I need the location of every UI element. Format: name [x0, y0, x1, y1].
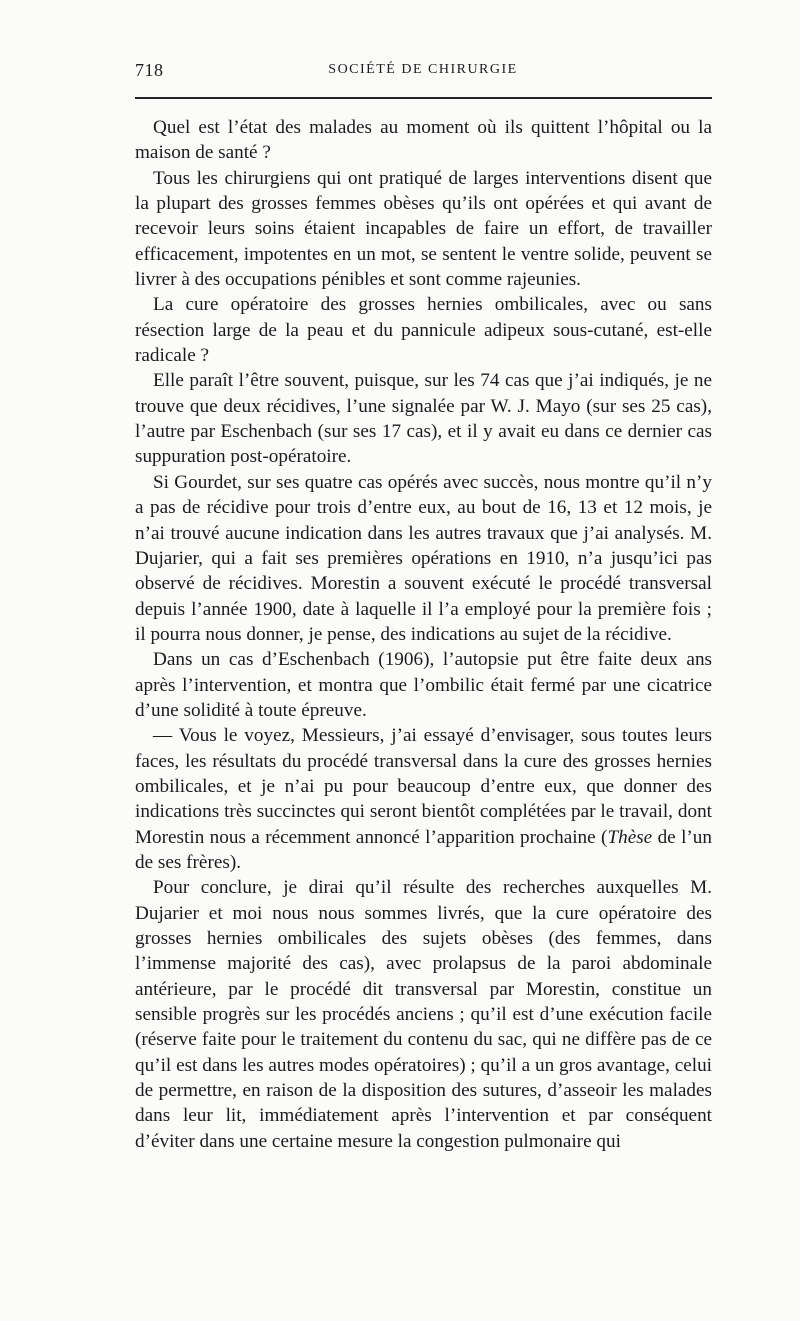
page-header	[135, 60, 711, 90]
paragraph-tail: de l’un de ses frères).	[135, 826, 712, 873]
paragraph-text: — Vous le voyez, Messieurs, j’ai essayé d’envisager, sous toutes leurs faces, les résultats du procédé transversal dans la cure des grosses hernies ombilicales, et je n’ai pu pour beaucoup d’entre eux, que donner des indications très succinctes qui seront bientôt complétées par le travail, dont Morestin nous a récemment annoncé l’apparition prochaine (	[135, 725, 712, 848]
paragraph: Dans un cas d’Eschenbach (1906), l’autopsie put être faite deux ans après l’intervention, et montra que l’ombilic était fermé par une cicatrice d’une solidité à toute épreuve.	[135, 649, 712, 721]
paragraph: Quel est l’état des malades au moment où ils quittent l’hôpital ou la maison de santé ?	[135, 117, 712, 164]
paragraph: Elle paraît l’être souvent, puisque, sur les 74 cas que j’ai indiqués, je ne trouve que deux récidives, l’une signalée par W. J. Mayo (sur ses 25 cas), l’autre par Eschenbach (sur ses 17 cas), et il y avait eu dans ce dernier cas suppuration post-opératoire.	[135, 370, 712, 468]
paragraph: Si Gourdet, sur ses quatre cas opérés avec succès, nous montre qu’il n’y a pas de récidive pour trois d’entre eux, au bout de 16, 13 et 12 mois, je n’ai trouvé aucune indication dans les autres travaux que j’ai analysés. M. Dujarier, qui a fait ses premières opérations en 1910, n’a jusqu’ici pas observé de récidives. Morestin a souvent exécuté le procédé transversal depuis l’année 1900, date à laquelle il l’a employé pour la première fois ; il pourra nous donner, je pense, des indications au sujet de la récidive.	[135, 471, 712, 645]
paragraph: Pour conclure, je dirai qu’il résulte des recherches auxquelles M. Dujarier et moi nous nous sommes livrés, que la cure opératoire des grosses hernies ombilicales des sujets obèses (des femmes, dans l’immense majorité des cas), avec prolapsus de la paroi abdominale antérieure, par le procédé dit transversal par Morestin, constitue un sensible progrès sur les procédés anciens ; qu’il est d’une exécution facile (réserve faite pour le traitement du contenu du sac, qui ne diffère pas de ce qu’il est dans les autres modes opératoires) ; qu’il a un gros avantage, celui de permettre, en raison de la disposition des sutures, d’asseoir les malades dans leur lit, immédiatement après l’intervention et par conséquent d’éviter dans une certaine mesure la congestion pulmonaire qui	[135, 877, 712, 1152]
paragraph	[135, 723, 712, 875]
paragraph: La cure opératoire des grosses hernies ombilicales, avec ou sans résection large de la peau et du pannicule adipeux sous-cutané, est-elle radicale ?	[135, 294, 712, 367]
running-title: SOCIÉTÉ DE CHIRURGIE	[328, 62, 518, 77]
header-rule	[135, 97, 712, 99]
body-text	[135, 115, 712, 1154]
page-number: 718	[135, 60, 164, 80]
paragraph: Tous les chirurgiens qui ont pratiqué de larges interventions disent que la plupart des grosses femmes obèses qu’ils ont opérées et qui avant de recevoir leurs soins étaient incapables de faire un effort, de travailler efficacement, impotentes en un mot, se sentent le ventre solide, peuvent se livrer à des occupations pénibles et sont comme rajeunies.	[135, 167, 712, 291]
italic-term: Thèse	[607, 826, 653, 848]
